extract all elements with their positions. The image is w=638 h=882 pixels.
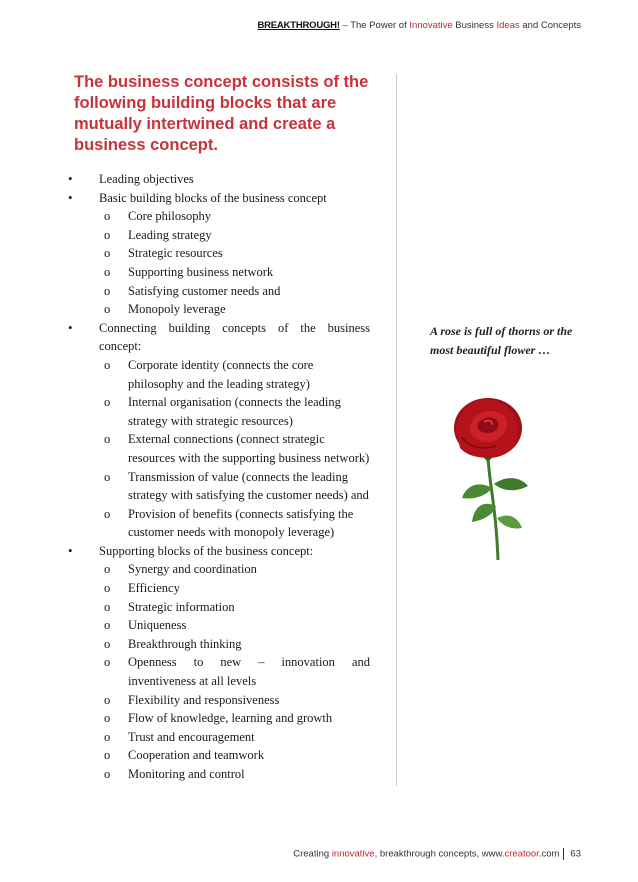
list-item-text-line2: concept: xyxy=(99,339,142,354)
sub-item-text-line1: Openness to new – innovation and xyxy=(128,655,370,670)
circle-bullet-icon: o xyxy=(104,469,111,484)
sub-item xyxy=(99,765,370,784)
sub-item xyxy=(99,300,370,319)
circle-bullet-icon: o xyxy=(104,432,111,447)
running-header xyxy=(257,20,581,31)
connecting-concepts-sublist xyxy=(99,356,370,542)
list-item-connecting-concepts xyxy=(68,319,370,542)
building-blocks-list xyxy=(68,170,370,784)
circle-bullet-icon: o xyxy=(104,711,111,726)
sub-item xyxy=(99,505,370,542)
header-ideas: Ideas xyxy=(496,20,520,31)
main-column xyxy=(68,72,370,784)
sub-item xyxy=(99,393,370,430)
supporting-blocks-sublist xyxy=(99,560,370,783)
circle-bullet-icon: o xyxy=(104,246,111,261)
sub-item-text: Leading strategy xyxy=(128,227,212,242)
sub-item-text: External connections (connect strategic resources with the supporting business network) xyxy=(128,432,370,465)
circle-bullet-icon: o xyxy=(104,357,111,372)
sub-item-text: Corporate identity (connects the core philosophy and the leading strategy) xyxy=(128,357,314,391)
sub-item xyxy=(99,560,370,579)
sub-item-text: Provision of benefits (connects satisfying the customer needs with monopoly leverage) xyxy=(128,506,354,540)
sub-item xyxy=(99,579,370,598)
bullet-icon: • xyxy=(68,189,73,205)
sub-item xyxy=(99,635,370,654)
sub-item-text: Strategic information xyxy=(128,599,235,614)
sub-item-text: Core philosophy xyxy=(128,209,211,224)
page-number: 63 xyxy=(570,848,581,860)
sub-item-openness xyxy=(99,653,370,690)
bullet-icon: • xyxy=(68,542,73,558)
sub-item xyxy=(99,263,370,282)
list-item-text-line1: Connecting building concepts of the business xyxy=(99,320,370,335)
circle-bullet-icon: o xyxy=(104,655,111,670)
list-item-text: Leading objectives xyxy=(99,172,194,186)
sub-item xyxy=(99,282,370,301)
sub-item-text: Synergy and coordination xyxy=(128,562,257,577)
circle-bullet-icon: o xyxy=(104,302,111,317)
list-item-supporting-blocks xyxy=(68,542,370,784)
sub-item xyxy=(99,691,370,710)
column-divider xyxy=(396,74,397,786)
circle-bullet-icon: o xyxy=(104,729,111,744)
sub-item-text: Satisfying customer needs and xyxy=(128,283,281,298)
sub-item xyxy=(99,468,370,505)
footer-creatoor: creatoor xyxy=(504,848,539,860)
circle-bullet-icon: o xyxy=(104,506,111,521)
circle-bullet-icon: o xyxy=(104,618,111,633)
sub-item-text: Uniqueness xyxy=(128,618,187,633)
section-title: The business concept consists of the following building blocks that are mutually intertwined and create a business concept. xyxy=(74,73,369,154)
sub-item xyxy=(99,746,370,765)
sub-item-text: Monitoring and control xyxy=(128,767,245,781)
circle-bullet-icon: o xyxy=(104,581,111,596)
sub-item-text: Strategic resources xyxy=(128,246,223,261)
list-item-text: Supporting blocks of the business concept: xyxy=(99,543,314,558)
circle-bullet-icon: o xyxy=(104,636,111,651)
sub-item-text: Trust and encouragement xyxy=(128,729,255,744)
sub-item-text: Flow of knowledge, learning and growth xyxy=(128,711,333,726)
sub-item-text: Efficiency xyxy=(128,581,180,596)
header-brand: BREAKTHROUGH! xyxy=(257,20,340,31)
sub-item-text: Breakthrough thinking xyxy=(128,636,242,651)
circle-bullet-icon: o xyxy=(104,692,111,707)
bullet-icon: • xyxy=(68,319,73,335)
header-innovative: Innovative xyxy=(409,20,453,31)
circle-bullet-icon: o xyxy=(104,395,111,410)
list-item-leading-objectives xyxy=(68,170,370,189)
circle-bullet-icon: o xyxy=(104,227,111,242)
sub-item-text-line2: inventiveness at all levels xyxy=(128,674,257,689)
circle-bullet-icon: o xyxy=(104,767,111,781)
circle-bullet-icon: o xyxy=(104,209,111,224)
running-footer xyxy=(293,848,581,860)
sub-item xyxy=(99,244,370,263)
rose-caption: A rose is full of thorns or the most beautiful flower … xyxy=(430,324,573,357)
bullet-icon: • xyxy=(68,171,73,186)
footer-innovative: innovative xyxy=(331,848,375,860)
sub-item-text: Internal organisation (connects the leading strategy with strategic resources) xyxy=(128,395,341,428)
sub-item xyxy=(99,356,370,393)
footer-text-2: , breakthrough concepts, www. xyxy=(374,848,505,860)
sub-item xyxy=(99,616,370,635)
list-item-basic-blocks xyxy=(68,189,370,319)
circle-bullet-icon: o xyxy=(104,283,111,298)
sub-item xyxy=(99,207,370,226)
footer-separator xyxy=(563,848,564,860)
sub-item xyxy=(99,598,370,617)
rose-image xyxy=(418,388,554,564)
sub-item xyxy=(99,226,370,245)
sub-item xyxy=(99,709,370,728)
list-item-text: Basic building blocks of the business concept xyxy=(99,190,327,205)
circle-bullet-icon: o xyxy=(104,748,111,763)
header-text-2: Business xyxy=(452,20,497,31)
sub-item-text: Supporting business network xyxy=(128,264,274,279)
circle-bullet-icon: o xyxy=(104,599,111,614)
sub-item-text: Monopoly leverage xyxy=(128,302,226,317)
footer-text-3: .com xyxy=(538,848,560,860)
sub-item xyxy=(99,728,370,747)
sub-item-text: Cooperation and teamwork xyxy=(128,748,265,763)
circle-bullet-icon: o xyxy=(104,264,111,279)
sub-item xyxy=(99,430,370,467)
header-text-1: – The Power of xyxy=(339,20,410,31)
header-text-3: and Concepts xyxy=(519,20,581,31)
footer-text-1: Creating xyxy=(293,848,332,860)
sub-item-text: Flexibility and responsiveness xyxy=(128,692,280,707)
circle-bullet-icon: o xyxy=(104,562,111,577)
sub-item-text: Transmission of value (connects the leading strategy with satisfying the customer needs) and xyxy=(128,469,369,503)
basic-blocks-sublist xyxy=(99,207,370,319)
